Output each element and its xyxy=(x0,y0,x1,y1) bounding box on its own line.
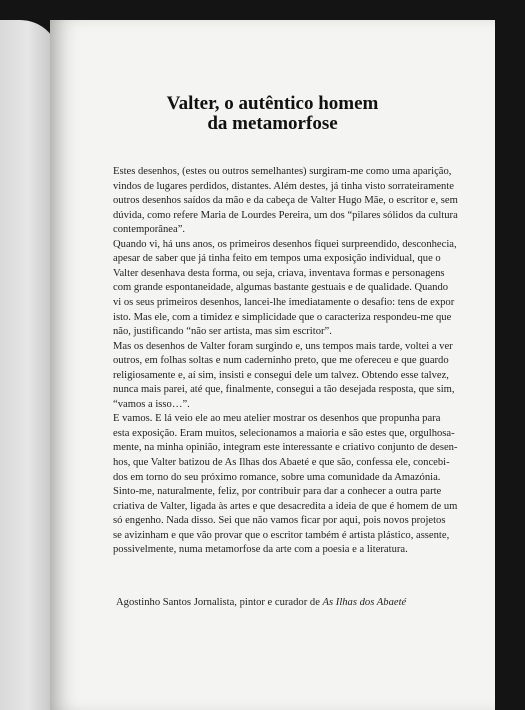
text-line: outros, em folhas soltas e num caderninho preto, que me ofereceu e que guardo xyxy=(113,355,449,367)
text-line: isto. Mas ele, com a timidez e simplicidade que o caracteriza respondeu-me que xyxy=(113,311,452,323)
text-line: vindos de lugares perdidos, distantes. Além destes, já tinha visto sorrateiramente xyxy=(113,180,454,192)
text-line: dúvida, como refere Maria de Lourdes Pereira, um dos “pilares sólidos da cultura xyxy=(113,209,458,221)
text-line: dos em torno do seu próximo romance, sobre uma comunidade da Amazónia. xyxy=(113,471,441,483)
text-line: se avizinham e que vão provar que o escritor também é artista plástico, assente, xyxy=(113,529,450,541)
text-line: Sinto-me, naturalmente, feliz, por contribuir para dar a conhecer a outra parte xyxy=(113,486,442,498)
author-credit xyxy=(116,597,406,608)
page-title-line-2: da metamorfose xyxy=(207,113,338,134)
text-line: E vamos. E lá veio ele ao meu atelier mostrar os desenhos que propunha para xyxy=(113,413,441,425)
text-line: não, justificando “não ser artista, mas sim escritor”. xyxy=(113,326,332,338)
text-line: Quando vi, há uns anos, os primeiros desenhos fiquei surpreendido, desconhecia, xyxy=(113,238,457,250)
credit-text: Agostinho Santos Jornalista, pintor e curador de xyxy=(116,597,323,608)
text-line: mente, na minha opinião, integram este interessante e criativo conjunto de desen- xyxy=(113,442,458,454)
text-line: Estes desenhos, (estes ou outros semelhantes) surgiram-me como uma aparição, xyxy=(113,166,452,177)
text-line: apesar de saber que já tinha feito em tempos uma exposição individual, que o xyxy=(113,253,441,265)
text-line: contemporânea”. xyxy=(113,224,186,236)
text-line: com grande espontaneidade, algumas bastante gestuais e de qualidade. Quando xyxy=(113,282,449,294)
page-title-line-1: Valter, o autêntico homem xyxy=(166,93,379,114)
text-line: outros desenhos saídos da mão e da cabeça de Valter Hugo Mãe, o escritor e, sem xyxy=(113,195,458,207)
text-line: esta exposição. Eram muitos, selecionamos a maioria e são estes que, orgulhosa- xyxy=(113,427,455,439)
credit-work-title: As Ilhas dos Abaeté xyxy=(322,597,407,608)
book-page xyxy=(50,20,495,710)
text-line: nunca mais parei, até que, finalmente, consegui a tão desejada resposta, que sim, xyxy=(113,384,455,396)
text-line: religiosamente e, aí sim, insisti e consegui dele um talvez. Obtendo esse talvez, xyxy=(113,369,449,381)
text-line: só engenho. Nada disso. Sei que não vamos ficar por aqui, pois novos projetos xyxy=(113,515,446,527)
text-line: Valter desenhava desta forma, ou seja, criava, inventava formas e personagens xyxy=(113,267,445,279)
text-line: criativa de Valter, ligada às artes e que desacredita a ideia de que é homem de um xyxy=(113,500,458,512)
text-line: hos, que Valter batizou de As Ilhas dos Abaeté e que são, confessa ele, concebi- xyxy=(113,457,450,468)
text-line: possivelmente, numa metamorfose da arte com a poesia e a literatura. xyxy=(113,544,408,556)
text-line: Mas os desenhos de Valter foram surgindo e, uns tempos mais tarde, voltei a ver xyxy=(113,340,453,352)
text-line: “vamos a isso…”. xyxy=(113,398,190,410)
text-line: vi os seus primeiros desenhos, lancei-lhe imediatamente o desafio: tens de expor xyxy=(113,296,455,308)
